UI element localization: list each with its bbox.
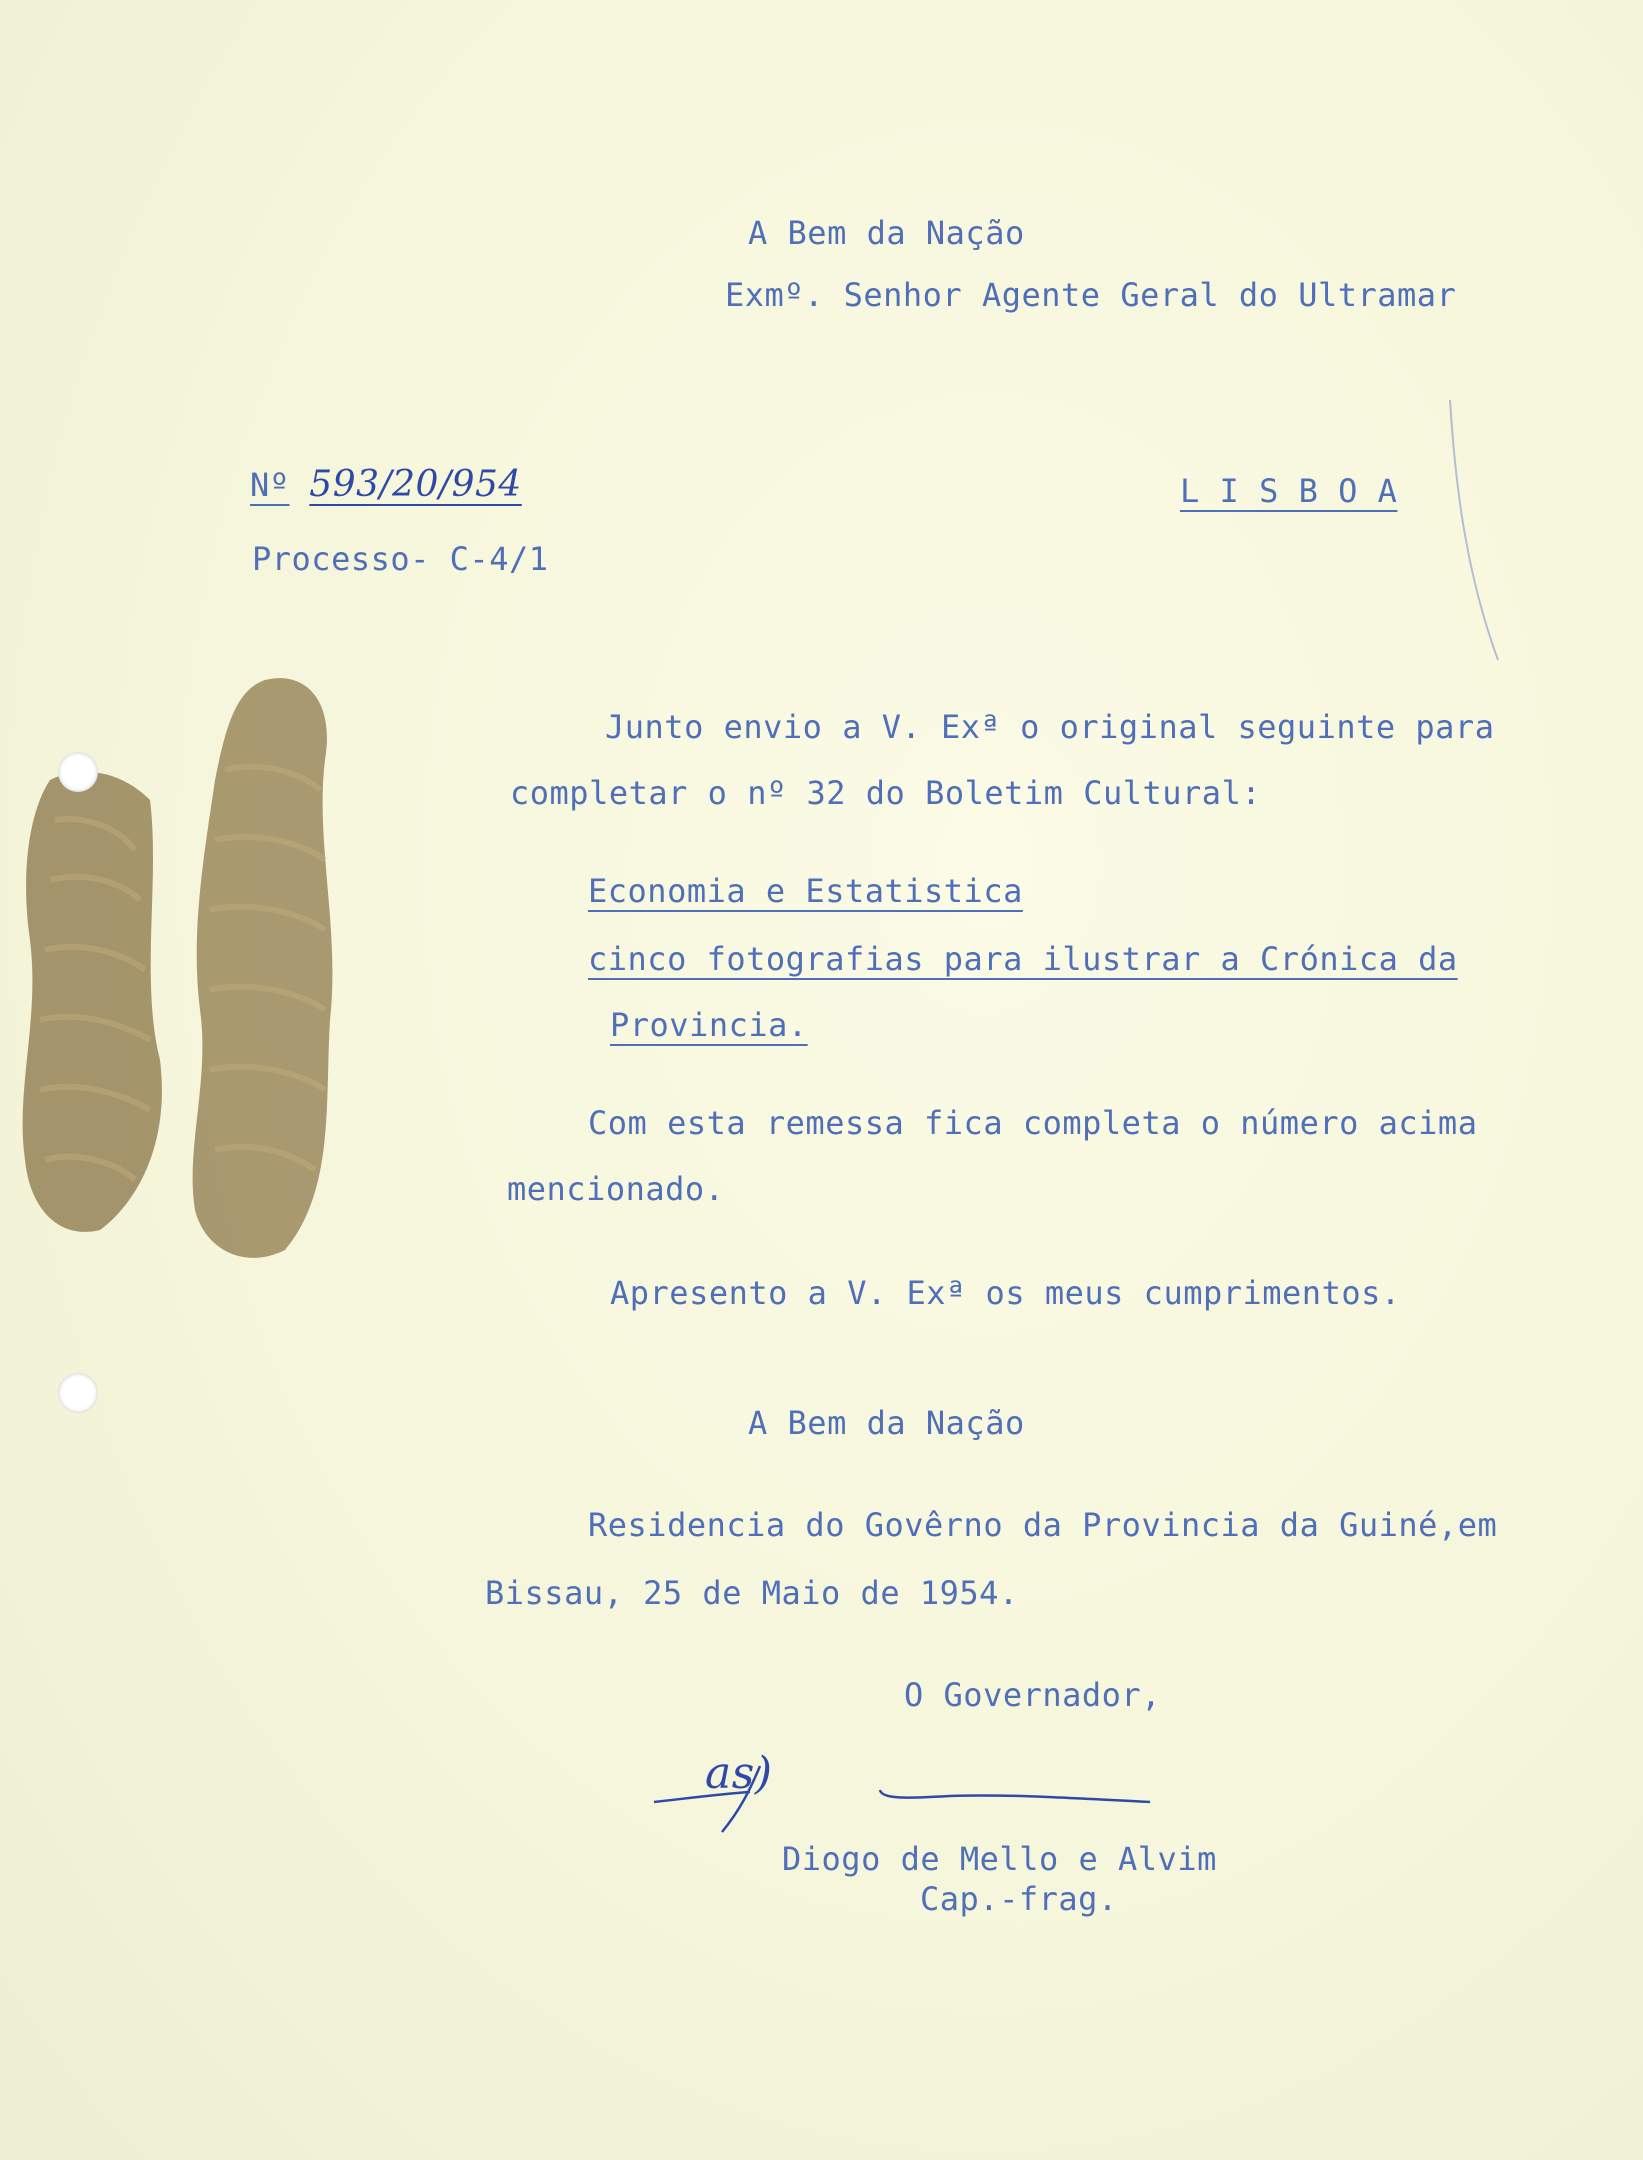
- water-stain-right: [175, 670, 345, 1270]
- signature-mark: as): [705, 1748, 773, 1799]
- process-number: Processo- C-4/1: [252, 540, 549, 578]
- signoff: O Governador,: [904, 1676, 1161, 1714]
- pencil-mark: [1420, 390, 1510, 670]
- reference-number-handwritten: 593/20/954: [309, 464, 522, 505]
- closing-line-1: Com esta remessa fica completa o número acima: [588, 1104, 1478, 1142]
- reference-prefix: Nº: [250, 466, 290, 504]
- enclosure-item-1: Economia e Estatistica: [588, 872, 1023, 910]
- signature-strokes: [650, 1760, 1170, 1840]
- salutation-top: A Bem da Nação: [748, 214, 1025, 252]
- place-line-1: Residencia do Govêrno da Provincia da Guiné,em: [588, 1506, 1498, 1544]
- salutation-bottom: A Bem da Nação: [748, 1404, 1025, 1442]
- closing-line-2: mencionado.: [507, 1170, 725, 1208]
- punch-hole-bottom: [58, 1373, 98, 1413]
- body-line-1: Junto envio a V. Exª o original seguinte para: [605, 708, 1495, 746]
- enclosure-item-2-line-2: Provincia.: [610, 1006, 808, 1044]
- water-stain-left: [10, 760, 170, 1240]
- body-line-2: completar o nº 32 do Boletim Cultural:: [510, 774, 1262, 812]
- place-line-2: Bissau, 25 de Maio de 1954.: [485, 1574, 1019, 1612]
- city: L I S B O A: [1180, 472, 1398, 510]
- signer-name: Diogo de Mello e Alvim: [782, 1840, 1217, 1878]
- compliments: Apresento a V. Exª os meus cumprimentos.: [610, 1274, 1401, 1312]
- signer-rank: Cap.-frag.: [920, 1880, 1118, 1918]
- punch-hole-top: [58, 752, 98, 792]
- addressee: Exmº. Senhor Agente Geral do Ultramar: [725, 276, 1457, 314]
- reference-number: [250, 464, 522, 505]
- enclosure-item-2-line-1: cinco fotografias para ilustrar a Crónica da: [588, 940, 1458, 978]
